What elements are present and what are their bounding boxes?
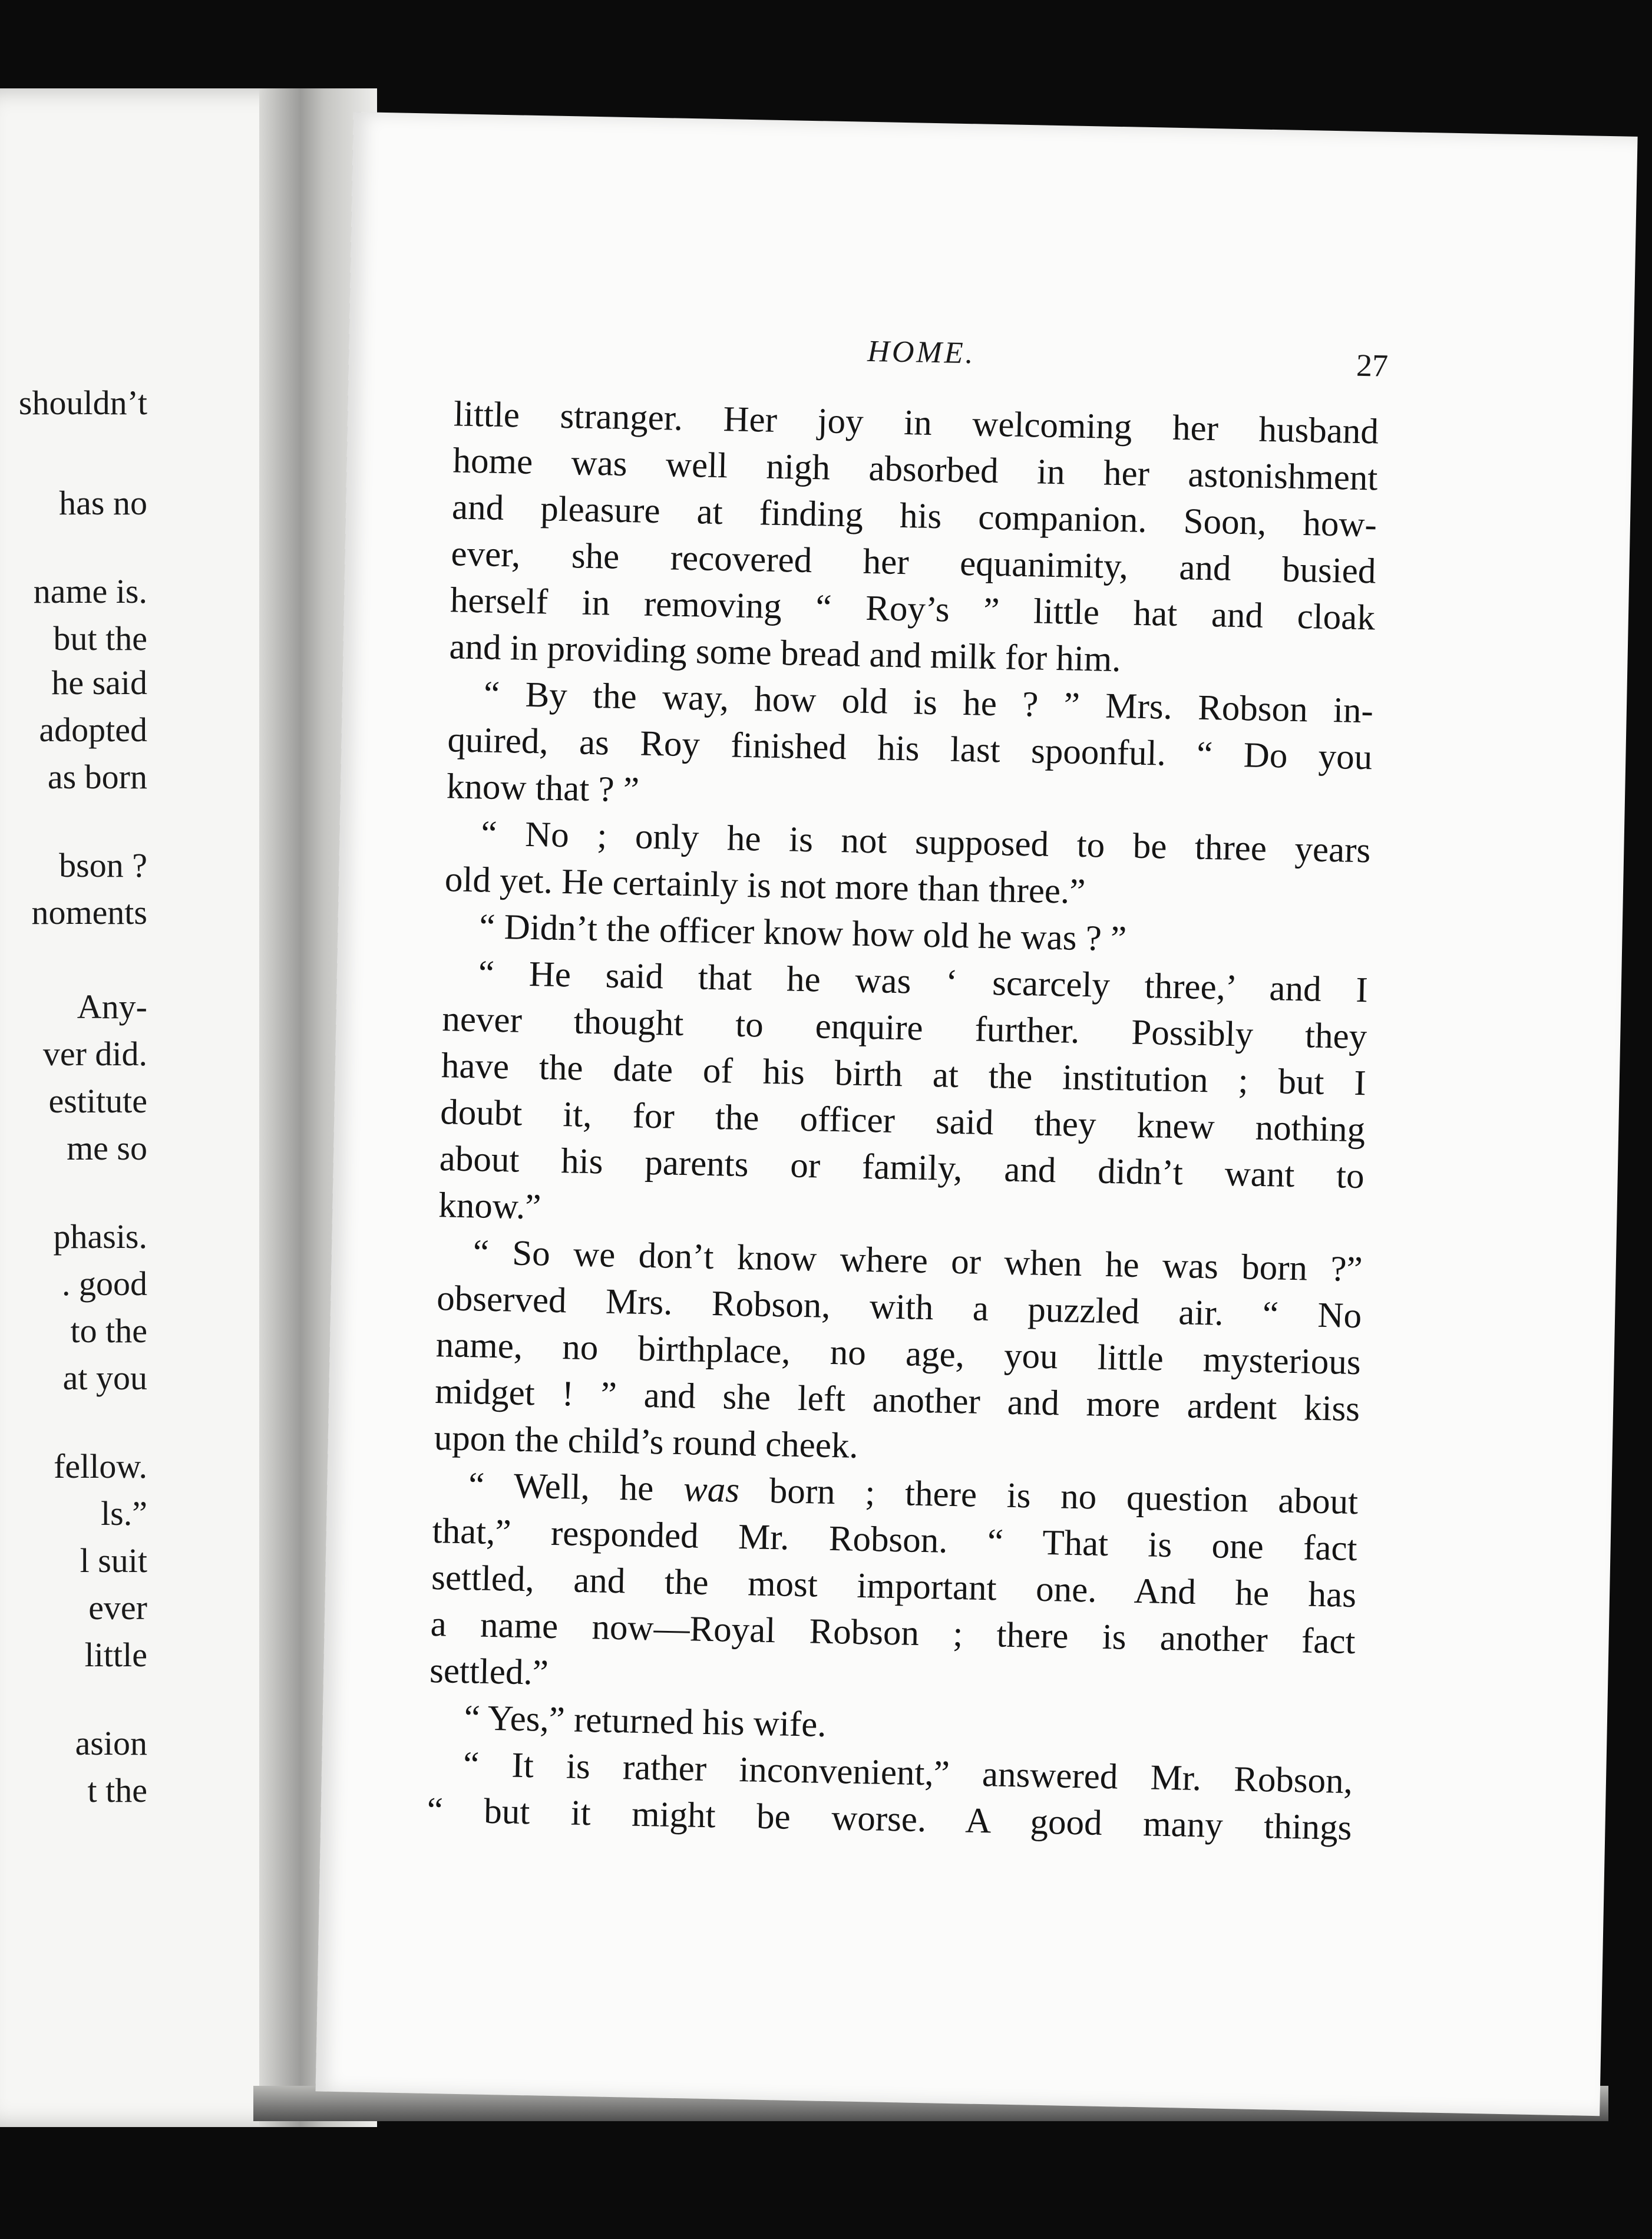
text-line: doubt it, for the officer said they knew nothing <box>440 1092 1366 1150</box>
left-page-line: . good <box>62 1264 147 1303</box>
left-page-line: ver did. <box>42 1035 147 1073</box>
right-page <box>315 112 1637 2116</box>
running-title: HOME. <box>867 334 976 371</box>
text-line: “ By the way, how old is he ? ” Mrs. Robson in- <box>483 674 1374 731</box>
left-page-line: name is. <box>33 572 147 610</box>
text-line: observed Mrs. Robson, with a puzzled air. “ No <box>436 1279 1362 1336</box>
text-line: “ He said that he was ‘ scarcely three,’ and I <box>478 953 1369 1010</box>
left-page-line: estitute <box>48 1082 147 1120</box>
text-span: “ Well, he <box>468 1465 654 1509</box>
left-page-line: shouldn’t <box>18 384 147 422</box>
text-line: old yet. He certainly is not more than three.” <box>444 860 1086 912</box>
left-page-line: me so <box>67 1129 147 1167</box>
page-number: 27 <box>1356 347 1389 384</box>
text-line: name, no birthplace, no age, you little mysterious <box>435 1325 1362 1383</box>
text-line: “ Didn’t the officer know how old he was ? ” <box>478 907 1127 959</box>
text-line: midget ! ” and she left another and more ardent kiss <box>434 1372 1360 1429</box>
left-page-line: phasis. <box>53 1217 147 1256</box>
text-line: “ but it might be worse. A good many things <box>427 1790 1353 1848</box>
text-line: ever, she recovered her equanimity, and busied <box>450 534 1376 592</box>
italic-emphasis: was <box>683 1469 740 1510</box>
text-line: about his parents or family, and didn’t want to <box>439 1139 1365 1197</box>
text-line: “ Yes,” returned his wife. <box>464 1698 827 1745</box>
text-span: born ; there is no question about <box>769 1471 1359 1523</box>
left-page-line: noments <box>31 893 147 932</box>
text-line: herself in removing “ Roy’s ” little hat and cloak <box>450 580 1376 638</box>
left-page-line: adopted <box>39 711 147 749</box>
left-page-line: asion <box>75 1724 147 1762</box>
text-line: have the date of his birth at the institution ; but I <box>441 1046 1367 1104</box>
left-page-line: l suit <box>80 1541 147 1580</box>
left-page-line: to the <box>70 1312 147 1350</box>
text-line: settled.” <box>429 1650 549 1693</box>
text-line: quired, as Roy finished his last spoonful. “ Do you <box>447 720 1373 778</box>
left-page-text-column <box>0 88 147 2127</box>
text-line: home was well nigh absorbed in her astonishment <box>452 441 1379 498</box>
text-line: that,” responded Mr. Robson. “ That is one fact <box>432 1511 1358 1569</box>
left-page-line: fellow. <box>54 1447 147 1485</box>
text-line: a name now—Royal Robson ; there is another fact <box>430 1604 1356 1662</box>
left-page-line: t the <box>87 1771 147 1809</box>
text-line: “ No ; only he is not supposed to be three years <box>480 814 1371 871</box>
left-page-line: at you <box>62 1359 147 1397</box>
body-text <box>427 391 1379 1851</box>
text-line: settled, and the most important one. And he has <box>431 1558 1357 1616</box>
left-page-line: bson ? <box>59 846 147 884</box>
text-line: upon the child’s round cheek. <box>434 1418 859 1466</box>
left-page-line: has no <box>59 484 147 522</box>
text-line: and pleasure at finding his companion. Soon, how- <box>451 487 1377 545</box>
text-line: little stranger. Her joy in welcoming her husband <box>453 394 1379 452</box>
text-line: never thought to enquire further. Possibly they <box>441 999 1367 1057</box>
left-page-line: as born <box>47 758 147 796</box>
left-page-line: but the <box>53 619 147 658</box>
text-line: know.” <box>438 1185 541 1227</box>
left-page-line: he said <box>51 663 147 702</box>
text-line: “ It is rather inconvenient,” answered Mr. Robson, <box>462 1745 1353 1802</box>
text-line: “ So we don’t know where or when he was born ?” <box>473 1233 1363 1290</box>
running-header <box>349 324 1634 390</box>
text-line: and in providing some bread and milk for him. <box>448 627 1122 680</box>
left-page-line: little <box>84 1636 147 1674</box>
left-page-line: ls.” <box>101 1494 147 1533</box>
left-page-line: ever <box>88 1589 147 1627</box>
text-line: know that ? ” <box>446 767 640 810</box>
left-page-line: Any- <box>77 988 147 1026</box>
